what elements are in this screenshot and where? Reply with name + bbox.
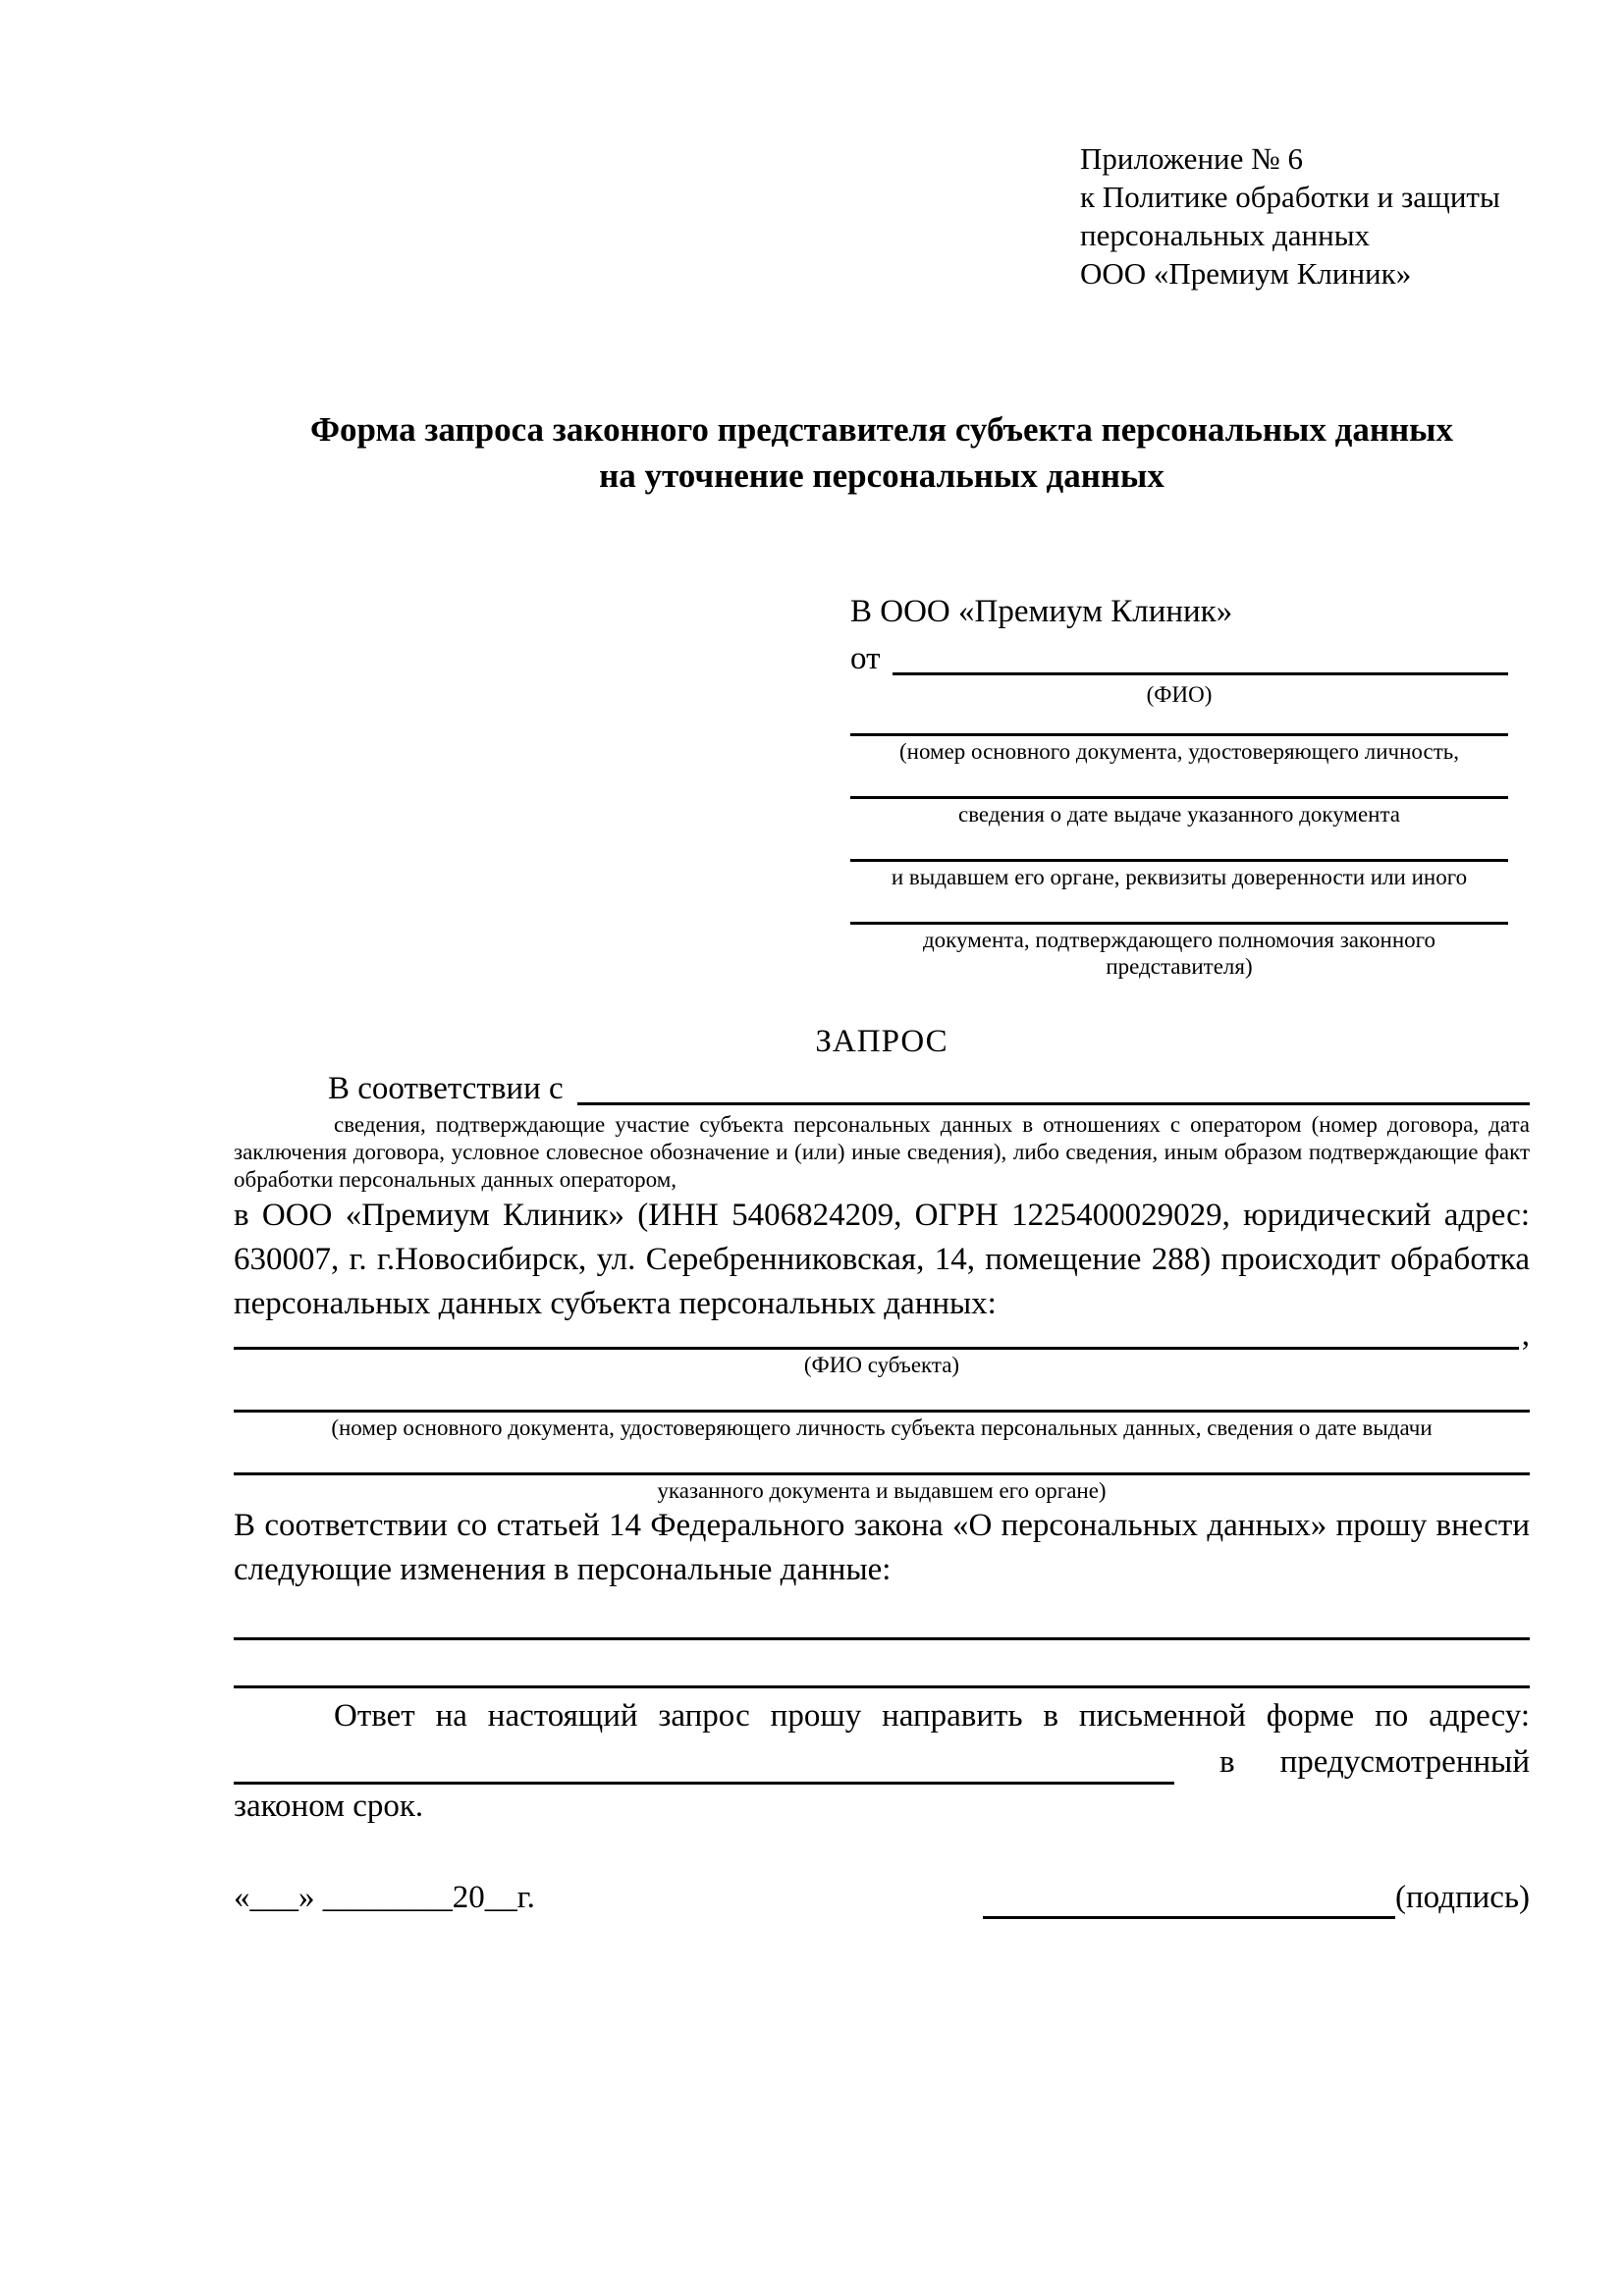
- request-intro-row: [234, 1068, 1530, 1109]
- representative-doc-blank-line-2: [850, 765, 1508, 799]
- changes-blank-line-1: [234, 1592, 1530, 1640]
- address-blank-line: [234, 1748, 1174, 1785]
- date-blank-line: «___» ________20__г.: [234, 1880, 535, 1915]
- annex-line-1: Приложение № 6: [1080, 141, 1303, 176]
- subject-doc-blank-line-1: [234, 1378, 1530, 1413]
- changes-blank-line-2: [234, 1640, 1530, 1688]
- addressee-from-row: [850, 638, 1508, 679]
- subject-doc-caption-2: указанного документа и выдавшем его органе): [657, 1478, 1107, 1503]
- intro-fine-print: сведения, подтверждающие участие субъекта персональных данных в отношениях с оператором (номер договора, дата заключения договора, условное словесное обозначение и (или) иные сведения), либо сведения, иным образом подтверждающие факт обработки персональных данных оператором,: [234, 1112, 1530, 1192]
- representative-doc-blank-line-1: [850, 708, 1508, 736]
- intro-label: В соответствии с: [328, 1071, 564, 1106]
- signature-blank-line: [983, 1883, 1395, 1919]
- answer-address-row: [234, 1740, 1530, 1785]
- answer-closing: законом срок.: [234, 1789, 424, 1824]
- subject-doc-caption-1: (номер основного документа, удостоверяющего личность субъекта персональных данных, сведения о дате выдачи: [331, 1415, 1433, 1440]
- representative-doc-caption-1: (номер основного документа, удостоверяющего личность,: [898, 739, 1459, 764]
- subject-fio-comma: ,: [1521, 1317, 1530, 1353]
- answer-tail-word-2: предусмотренный: [1279, 1744, 1530, 1780]
- addressee-to: В ООО «Премиум Клиник»: [850, 594, 1233, 629]
- document-title: [234, 406, 1530, 499]
- intro-blank-line: [577, 1102, 1530, 1105]
- representative-doc-caption-3: и выдавшем его органе, реквизиты доверенности или иного: [891, 865, 1468, 889]
- fio-caption: (ФИО): [1146, 682, 1213, 707]
- signature-row: [234, 1876, 1530, 1919]
- representative-doc-caption-4: документа, подтверждающего полномочия законного представителя): [922, 928, 1435, 979]
- annex-line-4: ООО «Премиум Клиник»: [1080, 256, 1412, 291]
- representative-doc-blank-line-4: [850, 890, 1508, 925]
- from-label: от: [850, 641, 881, 676]
- representative-doc-blank-line-3: [850, 828, 1508, 862]
- subject-fio-caption: (ФИО субъекта): [803, 1353, 960, 1377]
- operator-paragraph: в ООО «Премиум Клиник» (ИНН 5406824209, ОГРН 1225400029029, юридический адрес: 630007, г. г.Новосибирск, ул. Серебренниковская, 14, помещение 288) происходит обработка персональных данных субъекта персональных данных:: [234, 1198, 1530, 1321]
- from-blank-line: [893, 672, 1509, 675]
- subject-fio-blank-line: [234, 1347, 1519, 1350]
- law-paragraph: В соответствии со статьей 14 Федерального закона «О персональных данных» прошу внести следующие изменения в персональные данные:: [234, 1508, 1530, 1587]
- document-title-line-2: на уточнение персональных данных: [599, 456, 1164, 495]
- annex-line-3: персональных данных: [1080, 218, 1371, 252]
- addressee-block: [850, 591, 1530, 980]
- signature-right-group: [983, 1876, 1530, 1919]
- answer-tail-word-1: в: [1219, 1744, 1235, 1780]
- representative-doc-caption-2: сведения о дате выдаче указанного документа: [957, 802, 1401, 827]
- signature-caption: (подпись): [1395, 1880, 1530, 1915]
- annex-header: [1080, 139, 1530, 293]
- answer-paragraph: Ответ на настоящий запрос прошу направить в письменной форме по адресу:: [334, 1698, 1530, 1734]
- document-title-line-1: Форма запроса законного представителя субъекта персональных данных: [310, 410, 1453, 449]
- request-heading: ЗАПРОС: [815, 1024, 948, 1059]
- subject-doc-blank-line-2: [234, 1441, 1530, 1475]
- annex-line-2: к Политике обработки и защиты: [1080, 180, 1500, 214]
